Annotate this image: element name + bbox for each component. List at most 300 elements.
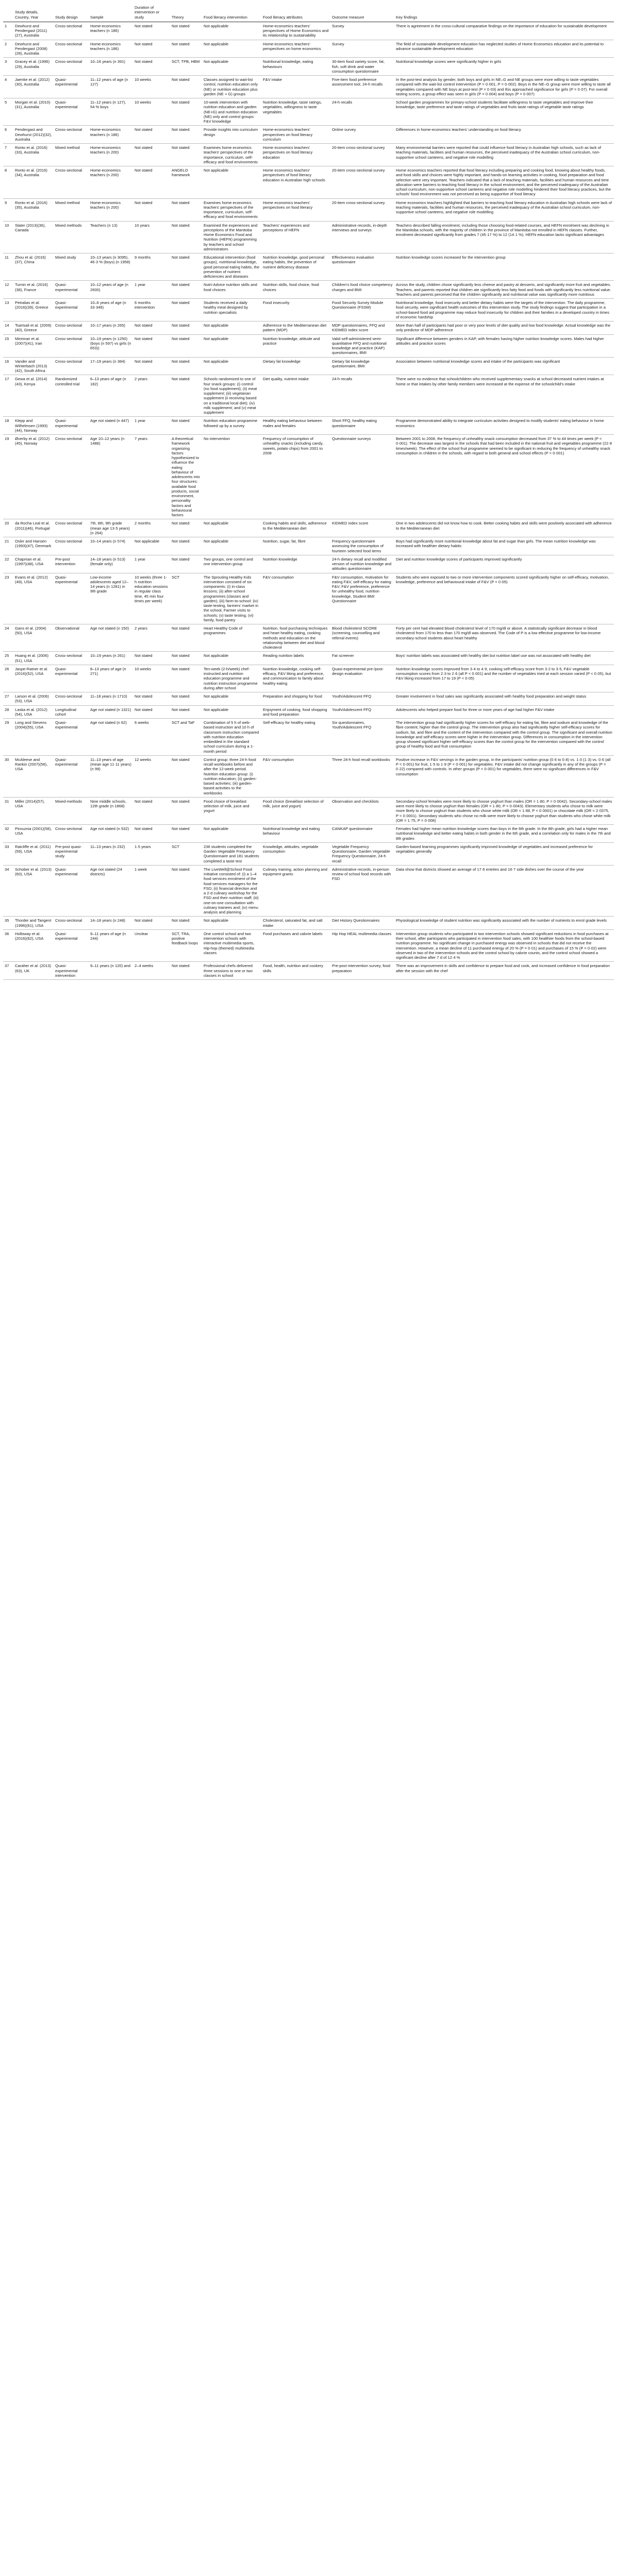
cell-sample: Nine middle schools, 12th grade (n 1868) <box>89 797 133 824</box>
cell-study-details: Chapman et al. (1997)(48), USA <box>13 555 54 573</box>
cell-attributes: Dietary fat knowledge <box>261 357 330 375</box>
table-row <box>3 962 614 980</box>
cell-study-design: Cross-sectional <box>54 22 89 40</box>
cell-intervention: Not applicable <box>202 537 261 555</box>
cell-attributes: Home-economics teachers' perspectives of Home Economics and its relationship to sustainability <box>261 22 330 40</box>
cell-study-design: Quasi-experimental <box>54 665 89 692</box>
cell-key-findings: Nutritional knowledge, food insecurity and better dietary habits were the targets of the intervention. The daily programme, food security, were significant health outcomes of this intervention study. The study findings suggest that participation in a school-based food aid programme may reduce food insecurity for children and their families in a developed country in times of economic hardship <box>394 299 614 321</box>
cell-row-number: 30 <box>3 755 13 797</box>
cell-intervention: Students received a daily healthy meal designed by nutrition specialists <box>202 299 261 321</box>
cell-theory: Not stated <box>170 221 202 253</box>
cell-key-findings: Nutritional knowledge scores were significantly higher in girls <box>394 58 614 76</box>
cell-theory: Not stated <box>170 144 202 166</box>
table-row <box>3 573 614 624</box>
cell-study-details: Gewa et al. (2014)(43), Kenya <box>13 375 54 417</box>
cell-study-details: Jaspe-Ratner et al. (2016)(52), USA <box>13 665 54 692</box>
table-row <box>3 719 614 756</box>
cell-row-number: 35 <box>3 917 13 930</box>
cell-key-findings: Positive increase in F&V servings in the garden group, in the participants' nutrition group (0·6 to 0·8) vs. 1·0 (1·3) vs. 0·6 (all P < 0·001) for fruit, 1·5 to 1·9 (P < 0·001) for vegetables. F&V intake did not change significantly in any of the groups (P = 0·22) compared with controls. In other groups (P < 0·001) for vegetables, there were no significant differences in F&V consumption <box>394 755 614 797</box>
table-row <box>3 865 614 917</box>
cell-attributes: Home economics teachers' perspectives on food literacy <box>261 198 330 221</box>
cell-study-details: Turnin et al. (2016)(38), France <box>13 281 54 299</box>
cell-row-number: 18 <box>3 417 13 435</box>
header-duration: Duration of intervention or study <box>133 4 170 22</box>
table-row <box>3 555 614 573</box>
cell-sample: 11–18 years (n 1710) <box>89 692 133 706</box>
cell-outcome-measure: Observation and checklists <box>330 797 394 824</box>
cell-study-design: Cross-sectional <box>54 519 89 537</box>
cell-study-design: Pre-post intervention <box>54 555 89 573</box>
cell-outcome-measure: Online survey <box>330 126 394 144</box>
cell-study-design: Quasi-experimental <box>54 755 89 797</box>
cell-duration: 6 months intervention <box>133 299 170 321</box>
cell-intervention: Not applicable <box>202 22 261 40</box>
header-theory: Theory <box>170 4 202 22</box>
cell-duration: 2–4 weeks <box>133 962 170 980</box>
cell-outcome-measure: Food Security Survey Module Questionnaire (FSSM) <box>330 299 394 321</box>
header-outcome-measure: Outcome measure <box>330 4 394 22</box>
cell-attributes: Food insecurity <box>261 299 330 321</box>
table-row <box>3 299 614 321</box>
cell-attributes: Enjoyment of cooking, food shopping and food preparation <box>261 705 330 719</box>
cell-study-details: Slater (2013)(36), Canada <box>13 221 54 253</box>
cell-study-details: Tsartsali et al. (2009)(40), Greece <box>13 321 54 335</box>
table-row <box>3 917 614 930</box>
cell-study-details: Schober et al. (2013)(60), USA <box>13 865 54 917</box>
cell-intervention: Nutri-Advice nutrition skills and food choices <box>202 281 261 299</box>
cell-key-findings: Females had higher mean nutrition knowledge scores than boys in the 6th grade. In the 8th grade, girls had a higher mean nutritional knowledge and better eating habits in both gender in the 6th grade, and a correlation only for males in the 7th and 8th grades <box>394 825 614 843</box>
cell-outcome-measure: 24-h recalls <box>330 98 394 126</box>
cell-duration: Not stated <box>133 652 170 665</box>
cell-study-design: Cross-sectional <box>54 58 89 76</box>
cell-outcome-measure: Short FFQ, healthy eating questionnaire <box>330 417 394 435</box>
cell-attributes: Food choice (breakfast selection of milk, juice and yogurt) <box>261 797 330 824</box>
table-row <box>3 435 614 519</box>
cell-intervention: Schools randomized to one of four snack groups: (i) control (no food supplement); (ii) meat supplement; (iii) vegetarian supplement (ii receiving based on a traditional local diet); (iv) milk supplement; and (v) meat supplement <box>202 375 261 417</box>
table-row <box>3 624 614 652</box>
cell-row-number: 26 <box>3 665 13 692</box>
cell-study-details: Pirouznia (2001)(58), USA <box>13 825 54 843</box>
cell-study-details: Laska et al. (2012)(54), USA <box>13 705 54 719</box>
cell-study-design: Mixed study <box>54 253 89 281</box>
cell-intervention: 10-week intervention with nutrition education and garden (NE+G) and nutrition education (NE) only and control groups: F&V knowledge <box>202 98 261 126</box>
cell-theory: Not stated <box>170 321 202 335</box>
cell-duration: Unclear <box>133 929 170 962</box>
cell-outcome-measure: Valid self-administered semi-quantitative FFQ and nutritional knowledge and practice (KAP) questionnaires, BMI <box>330 334 394 357</box>
cell-attributes: F&V consumption <box>261 755 330 797</box>
cell-sample: Home-economics teachers (n 200) <box>89 198 133 221</box>
cell-outcome-measure: 20-item cross-sectional survey <box>330 144 394 166</box>
cell-duration: Not applicable <box>133 537 170 555</box>
cell-study-design: Quasi-experimental <box>54 76 89 98</box>
cell-duration: 10 weeks <box>133 665 170 692</box>
cell-outcome-measure: Three 24-h food recall workbooks <box>330 755 394 797</box>
cell-theory: ANGELO framework <box>170 166 202 199</box>
cell-study-details: McAleese and Rankin (2007)(56), USA <box>13 755 54 797</box>
cell-key-findings: Association between nutritional knowledge scores and intake of the participants was significant <box>394 357 614 375</box>
cell-duration: Not stated <box>133 797 170 824</box>
cell-study-details: Ratcliffe et al. (2011)(59), USA <box>13 842 54 865</box>
cell-study-design: Quasi-experimental <box>54 281 89 299</box>
table-row <box>3 652 614 665</box>
cell-study-design: Pre-post quasi-experimental study <box>54 842 89 865</box>
cell-intervention: Not applicable <box>202 917 261 930</box>
cell-row-number: 7 <box>3 144 13 166</box>
cell-sample: 9–11 years (n 120) and <box>89 962 133 980</box>
cell-row-number: 14 <box>3 321 13 335</box>
cell-outcome-measure: Dietary fat knowledge questionnaire, BMI <box>330 357 394 375</box>
table-row <box>3 357 614 375</box>
cell-outcome-measure: 24-h recalls <box>330 375 394 417</box>
cell-key-findings: Home economics teachers reported that food literacy including preparing and cooking food, knowing about healthy foods, and food skills and choices were highly important, and hands-on learning activities in cooking, food preparation and food selection were very important. Teachers indicated that a lack of teaching materials, facilities and human resources and time allocation were barriers to teaching food literacy in the school environment, and the perceived inadequacy of the Australian school curriculum, non-supportive school canteens and negative role modelling hindered their food literacy practices, but the schools' food environment was not perceived as being supportive of food literacy <box>394 166 614 199</box>
cell-theory: Not stated <box>170 253 202 281</box>
cell-study-design: Cross-sectional <box>54 825 89 843</box>
cell-attributes: F&V intake <box>261 76 330 98</box>
cell-duration: 10 weeks <box>133 98 170 126</box>
cell-theory: Not stated <box>170 76 202 98</box>
cell-study-details: Mirmiran et al. (2007)(41), Iran <box>13 334 54 357</box>
cell-theory: Not stated <box>170 825 202 843</box>
cell-study-design: Cross-sectional <box>54 166 89 199</box>
cell-study-details: Jaenke et al. (2012)(30), Australia <box>13 76 54 98</box>
cell-key-findings: Programme demonstrated ability to integrate curriculum activities designed to modify students' eating behaviour in home economics <box>394 417 614 435</box>
cell-study-details: Ronto et al. (2016)(33), Australia <box>13 144 54 166</box>
table-row <box>3 126 614 144</box>
cell-key-findings: Diet and nutrition knowledge scores of participants improved significantly <box>394 555 614 573</box>
table-row <box>3 705 614 719</box>
table-row <box>3 22 614 40</box>
table-row <box>3 665 614 692</box>
cell-intervention: Not applicable <box>202 652 261 665</box>
header-key-findings: Key findings <box>394 4 614 22</box>
cell-attributes: Teachers' experiences and perceptions of HEFN <box>261 221 330 253</box>
cell-key-findings: Nutrition knowledge scores improved from 3·4 to 4·9, cooking self-efficacy score from 3·2 to 3·5, F&V vegetable consumption scores from 2·3 to 2·6 (all P < 0·001) and the number of vegetables tried at each session varied (P < 0·05), but F&V liking increased from 17 to 19 (P < 0·05) <box>394 665 614 692</box>
cell-duration: Not stated <box>133 126 170 144</box>
cell-theory: Not stated <box>170 537 202 555</box>
cell-outcome-measure: CANKAP questionnaire <box>330 825 394 843</box>
cell-duration: Not stated <box>133 321 170 335</box>
cell-attributes: Self-efficacy for healthy eating <box>261 719 330 756</box>
cell-duration: 12 weeks <box>133 755 170 797</box>
cell-key-findings: There were no evidence that schoolchildren who received supplementary snacks at school decreased nutrient intakes at home or that intakes by other family members were increased at the expense of the schoolchild's intake <box>394 375 614 417</box>
cell-key-findings: Across the study, children chose significantly less cheese and pastry at desserts, and significantly more fruit and vegetables. Teachers, and parents reported that children ate significantly less fatty food and foods with significantly less nutritional value. Teachers and parents perceived that the children significantly and nutritional value was significantly more nutritious <box>394 281 614 299</box>
cell-intervention: Classes assigned to wait-list control, nutrition education only (NE) or nutrition education plus garden (NE + G) groups <box>202 76 261 98</box>
cell-outcome-measure: F&V consumption, motivation for eating F&V, self-efficacy for eating F&V, F&V preference, preference for unhealthy food, nutrition knowledge, Student BMI Questionnaire <box>330 573 394 624</box>
cell-attributes: Nutritional knowledge and eating behaviour <box>261 825 330 843</box>
cell-theory: Not stated <box>170 357 202 375</box>
cell-study-design: Mixed methods <box>54 221 89 253</box>
header-study-design: Study design <box>54 4 89 22</box>
cell-row-number: 1 <box>3 22 13 40</box>
cell-study-details: Gracey et al. (1996)(29), Australia <box>13 58 54 76</box>
cell-duration: 6 weeks <box>133 719 170 756</box>
cell-intervention: Not applicable <box>202 40 261 58</box>
cell-study-design: Cross-sectional <box>54 334 89 357</box>
cell-row-number: 2 <box>3 40 13 58</box>
cell-key-findings: Differences in home-economics teachers' understanding on food literacy <box>394 126 614 144</box>
cell-study-design: Cross-sectional <box>54 537 89 555</box>
cell-outcome-measure: Frequency questionnaire assessing the consumption of fourteen selected food items <box>330 537 394 555</box>
cell-study-details: Huang et al. (2006)(51), USA <box>13 652 54 665</box>
cell-attributes: Home economics teachers' perspectives on food literacy education <box>261 144 330 166</box>
cell-key-findings: Between 2001 to 2008, the frequency of unhealthy snack consumption decreased from 37 % to 44 times per week (P < 0·001). The decrease was largest in the schools that had been included in the national fruit and vegetables programme (22·8 times/week). The effect of the school fruit programme seemed to be significant in reducing the frequency of unhealthy snack consumption in children in the schools, with regard to both general and school effects (P < 0·001) <box>394 435 614 519</box>
cell-duration: Not stated <box>133 144 170 166</box>
cell-intervention: Not applicable <box>202 357 261 375</box>
cell-study-design: Cross-sectional <box>54 40 89 58</box>
cell-study-details: Morgan et al. (2010)(31), Australia <box>13 98 54 126</box>
cell-theory: Not stated <box>170 417 202 435</box>
cell-attributes: Food, health, nutrition and cookery skills <box>261 962 330 980</box>
cell-intervention: Control group: three 24-h food recall workbooks before and after the 12-week period. Nutrition education group: (i) nutrition education; (ii) garden-based activities; (iii) garden-based activities to the workbooks <box>202 755 261 797</box>
cell-study-details: Øverby et al. (2012)(45), Norway <box>13 435 54 519</box>
cell-outcome-measure: MDP questionnaires, FFQ and KIDMED index score <box>330 321 394 335</box>
cell-outcome-measure: Effectiveness evaluation questionnaire <box>330 253 394 281</box>
cell-theory: Not stated <box>170 198 202 221</box>
cell-row-number: 33 <box>3 842 13 865</box>
cell-attributes: Nutrition, food purchasing techniques and heart healthy eating, cooking methods and education on the relationship between diet and blood cholesterol <box>261 624 330 652</box>
cell-duration: Not stated <box>133 58 170 76</box>
cell-theory: Not stated <box>170 126 202 144</box>
cell-row-number: 34 <box>3 865 13 917</box>
cell-theory: Not stated <box>170 299 202 321</box>
cell-intervention: 236 students completed the Garden Vegetable Frequency Questionnaire and 181 students completed a taste test <box>202 842 261 865</box>
cell-attributes: Home economics teachers' perspectives of food literacy education in Australian high schools <box>261 166 330 199</box>
table-header <box>3 4 614 22</box>
cell-attributes: Nutrition knowledge <box>261 555 330 573</box>
cell-theory: SCT <box>170 842 202 865</box>
header-row <box>3 4 614 22</box>
cell-sample: 14–18 years (n 513) (female only) <box>89 555 133 573</box>
cell-intervention: One control school and two intervention schools with interactive multimedia sports, Hip-hop (themed) multimedia classes <box>202 929 261 962</box>
cell-study-details: Ronto et al. (2016)(34), Australia <box>13 166 54 199</box>
cell-duration: 7 years <box>133 435 170 519</box>
cell-theory: Not stated <box>170 22 202 40</box>
cell-sample: 10–16 years (n 391) <box>89 58 133 76</box>
cell-duration: Not stated <box>133 705 170 719</box>
cell-row-number: 29 <box>3 719 13 756</box>
cell-intervention: Examines home economics teachers' perspectives of the importance, curriculum, self-efficacy and food environments <box>202 144 261 166</box>
cell-key-findings: Teachers described falling enrolment, including those choosing food-related courses, and HEFN enrolment was declining in the Manitoba schools, with the majority of children in the province of Manitoba not enrolled in HEFN classes. Further, enrolment decreased significantly from grades 7 (45·17 %) to 12 (14·1 %). HEFN education lacks significant advantages <box>394 221 614 253</box>
cell-study-design: Cross-sectional <box>54 435 89 519</box>
cell-duration: Not stated <box>133 825 170 843</box>
cell-outcome-measure: 20-item cross-sectional survey <box>330 166 394 199</box>
cell-sample: Home-economics teachers (n 200) <box>89 166 133 199</box>
cell-study-details: Gans et al. (2004)(50), USA <box>13 624 54 652</box>
cell-study-details: Dewhurst and Pendergast (2008)(28), Australia <box>13 40 54 58</box>
cell-duration: Not stated <box>133 22 170 40</box>
cell-duration: 2 years <box>133 624 170 652</box>
cell-intervention: Food choice of breakfast selection of milk, juice and yogurt <box>202 797 261 824</box>
cell-outcome-measure: 20-item cross-sectional survey <box>330 198 394 221</box>
cell-intervention: Combination of 5 h of web-based instruction and 10 h of classroom instruction compared with nutrition education embedded in the standard school curriculum during a 1-month period <box>202 719 261 756</box>
cell-study-design: Quasi-experimental <box>54 573 89 624</box>
cell-duration: 1 year <box>133 555 170 573</box>
cell-outcome-measure: Blood cholesterol SCORE (screening, counselling and referral events) <box>330 624 394 652</box>
cell-study-design: Quasi-experimental <box>54 417 89 435</box>
cell-study-details: Long and Stevens (2004)(55), USA <box>13 719 54 756</box>
cell-study-design: Quasi-experimental <box>54 299 89 321</box>
cell-attributes: Nutrition knowledge, taste ratings, vegetables, willingness to taste vegetables <box>261 98 330 126</box>
cell-duration: 10 years <box>133 221 170 253</box>
cell-sample: 8–13 years of age (n 271) <box>89 665 133 692</box>
cell-key-findings: There was an improvement in skills and confidence to prepare food and cook, and increased confidence in food preparation after the session with the chef <box>394 962 614 980</box>
cell-row-number: 27 <box>3 692 13 706</box>
table-row <box>3 755 614 797</box>
cell-row-number: 36 <box>3 929 13 962</box>
cell-key-findings: School garden programmes for primary-school students facilitate willingness to taste vegetables and improve their knowledge, taste preference and taste ratings of vegetables and fruits taste ratings of vegetable taste ratings <box>394 98 614 126</box>
cell-row-number: 37 <box>3 962 13 980</box>
cell-intervention: No intervention <box>202 435 261 519</box>
cell-row-number: 25 <box>3 652 13 665</box>
cell-study-design: Cross-sectional <box>54 652 89 665</box>
cell-theory: Not stated <box>170 334 202 357</box>
cell-key-findings: Intervention group students who participated in two intervention schools showed significant reductions in food purchases at their school, after participants who participated in intervention food sales, with 100 healthier foods from the school-based nutrition programme. No significant change in purchased energy was observed in schools that did not receive the intervention. However, a mean decline of 11 purchased energy of 20 % (P = 0·01) and purchases of 15 % (P = 0·02) were observed in two of the intervention schools and the control school by calorie counts, and the control school showed a significant decline after 7 d of 12·4 % <box>394 929 614 962</box>
cell-sample: 14–18 years (n 248) <box>89 917 133 930</box>
cell-key-findings: Data show that districts showed an average of 17·6 entrées and 16·7 side dishes over the course of the year <box>394 865 614 917</box>
cell-attributes: Frequency of consumption of unhealthy snacks (including candy, sweets, potato chips) from 2001 to 2008 <box>261 435 330 519</box>
cell-outcome-measure: Administrative records, in-person review of school food records with FSD <box>330 865 394 917</box>
cell-row-number: 28 <box>3 705 13 719</box>
cell-study-details: Petralias et al. (2016)(39), Greece <box>13 299 54 321</box>
cell-study-design: Cross-sectional <box>54 692 89 706</box>
cell-theory: Not stated <box>170 917 202 930</box>
studies-table <box>3 4 614 980</box>
cell-sample: 10–6 years of age (n 33·349) <box>89 299 133 321</box>
cell-row-number: 4 <box>3 76 13 98</box>
cell-sample: 10–14 years (n 574) <box>89 537 133 555</box>
table-row <box>3 166 614 199</box>
cell-theory: Not stated <box>170 755 202 797</box>
cell-study-details: Pendergast and Dewhurst (2012)(32), Australia <box>13 126 54 144</box>
cell-study-design: Quasi-experimental <box>54 98 89 126</box>
cell-outcome-measure: Survey <box>330 40 394 58</box>
cell-intervention: Not applicable <box>202 334 261 357</box>
cell-sample: Home-economics teachers (n 200) <box>89 144 133 166</box>
cell-key-findings: One in two adolescents did not know how to cook. Better cooking habits and skills were positively associated with adherence to the Mediterranean diet <box>394 519 614 537</box>
cell-sample: Age not stated (n 532) <box>89 825 133 843</box>
table-row <box>3 221 614 253</box>
cell-study-details: Ronto et al. (2016)(35), Australia <box>13 198 54 221</box>
cell-sample: Age not stated (n 1321) <box>89 705 133 719</box>
cell-duration: 2 months <box>133 519 170 537</box>
cell-duration: Not stated <box>133 917 170 930</box>
cell-row-number: 12 <box>3 281 13 299</box>
table-body <box>3 22 614 979</box>
cell-theory: A theoretical framework organizing factors hypothesized to influence the eating behaviour of adolescents into four structures: available food products, social environment, personality factors and behavioural factors <box>170 435 202 519</box>
cell-intervention: Not applicable <box>202 519 261 537</box>
cell-row-number: 19 <box>3 435 13 519</box>
cell-sample: Teachers (n 13) <box>89 221 133 253</box>
cell-key-findings: Many environmental barriers were reported that could influence food literacy in Australian high schools, such as lack of teaching materials, facilities and human resources, the perceived inadequacy of the Australian school curriculum, non-supportive school canteens, and negative role modelling <box>394 144 614 166</box>
cell-intervention: Not applicable <box>202 825 261 843</box>
cell-intervention: Not applicable <box>202 58 261 76</box>
cell-row-number: 8 <box>3 166 13 199</box>
cell-theory: SCT <box>170 573 202 624</box>
cell-attributes: Home-economics teachers' perspectives on home economics <box>261 40 330 58</box>
cell-study-design: Cross-sectional <box>54 321 89 335</box>
cell-theory: Not stated <box>170 375 202 417</box>
table-row <box>3 375 614 417</box>
cell-key-findings: Physiological knowledge of student nutrition was significantly associated with the number of nutrients to enrol grade levels <box>394 917 614 930</box>
cell-intervention: Examines home economics teachers' perspectives of the importance, curriculum, self-efficacy and food environments <box>202 198 261 221</box>
cell-theory: Not stated <box>170 281 202 299</box>
cell-attributes: Cholesterol, saturated fat, and salt intake <box>261 917 330 930</box>
cell-study-design: Cross-sectional <box>54 126 89 144</box>
cell-outcome-measure: Fat screener <box>330 652 394 665</box>
table-row <box>3 519 614 537</box>
cell-attributes: Food purchases and calorie labels <box>261 929 330 962</box>
cell-key-findings: Students who were exposed to two or more intervention components scored significantly higher on self-efficacy, motivation, knowledge, preference and behavioural intake of F&V (P < 0·05) <box>394 573 614 624</box>
cell-duration: 1 year <box>133 281 170 299</box>
cell-key-findings: More than half of participants had poor or very poor levels of diet quality and low food knowledge. Actual knowledge was the only predictor of MDP adherence <box>394 321 614 335</box>
cell-sample: 11–13 years (n 232) <box>89 842 133 865</box>
cell-sample: Low-income adolescents aged 12–14 years (n 1281) in 9th grade <box>89 573 133 624</box>
cell-duration: 10 weeks (three 1-h nutrition education sessions in regular class time, 45 min four times per week) <box>133 573 170 624</box>
cell-intervention: The Sprouting Healthy Kids intervention consisted of six components: (i) in-class lessons; (ii) after-school programmes (classes and garden); (iii) farm-to-school: (iv) taste-testing, farmers' market in the school, Farmer visits to schools; (v) taste testing; (vi) family, food pantry <box>202 573 261 624</box>
cell-outcome-measure: Vegetable Frequency Questionnaire, Garden Vegetable Frequency Questionnaire, 24-h recall <box>330 842 394 865</box>
cell-sample: Home-economics teachers (n 186) <box>89 40 133 58</box>
table-row <box>3 929 614 962</box>
cell-key-findings: Boys' nutrition labels was associated with healthy diet but nutrition label use was not associated with healthy diet <box>394 652 614 665</box>
cell-study-design: Quasi-experimental <box>54 929 89 962</box>
cell-theory: SCT, TPB, HBM <box>170 58 202 76</box>
cell-sample: Age not stated (n 150) <box>89 624 133 652</box>
table-row <box>3 253 614 281</box>
cell-outcome-measure: Youth/Adolescent FFQ <box>330 705 394 719</box>
cell-intervention: Ten-week (2-h/week) chef-instructed and nutrition education programme and nutrition instruction programme during after-school <box>202 665 261 692</box>
cell-sample: 11–12 years of age (n 127) <box>89 76 133 98</box>
cell-attributes: Adherence to the Mediterranean diet pattern (MDP) <box>261 321 330 335</box>
cell-row-number: 17 <box>3 375 13 417</box>
cell-theory: SCT and TaF <box>170 719 202 756</box>
cell-key-findings: Greater involvement in food sales was significantly associated with healthy food preparation and weight status <box>394 692 614 706</box>
cell-row-number: 20 <box>3 519 13 537</box>
cell-sample: 7th, 8th, 9th grade (mean age 13·5 years) (n 264) <box>89 519 133 537</box>
cell-theory: Not stated <box>170 705 202 719</box>
cell-attributes: Nutrition knowledge, attitude and practice <box>261 334 330 357</box>
cell-attributes: Healthy eating behaviour between males and females <box>261 417 330 435</box>
cell-duration: Not stated <box>133 357 170 375</box>
cell-sample: 10–19 years (n 1250) (boys (n 597) vs girls (n 653)) <box>89 334 133 357</box>
cell-duration: Not stated <box>133 692 170 706</box>
cell-attributes: F&V consumption <box>261 573 330 624</box>
cell-row-number: 6 <box>3 126 13 144</box>
cell-row-number: 32 <box>3 825 13 843</box>
cell-study-design: Quasi-experimental <box>54 719 89 756</box>
cell-theory: Not stated <box>170 652 202 665</box>
header-study-details: Study details, Country, Year <box>13 4 54 22</box>
cell-row-number: 15 <box>3 334 13 357</box>
table-row <box>3 76 614 98</box>
cell-attributes: Nutritional knowledge, eating behaviours <box>261 58 330 76</box>
cell-theory: Not stated <box>170 692 202 706</box>
cell-sample: 6–13 years of age (n 182) <box>89 375 133 417</box>
cell-row-number: 13 <box>3 299 13 321</box>
cell-sample: Age not stated (24 districts) <box>89 865 133 917</box>
table-row <box>3 198 614 221</box>
cell-duration: 10 weeks <box>133 76 170 98</box>
cell-attributes: Nutrition knowledge, cooking self-efficacy, F&V liking and preference, and communication to family about healthy eating <box>261 665 330 692</box>
cell-duration: Not stated <box>133 198 170 221</box>
cell-sample: 11–12 years (n 127), 54 % boys <box>89 98 133 126</box>
table-row <box>3 825 614 843</box>
cell-study-details: da Rocha Leal et al. (2011)(46), Portugal <box>13 519 54 537</box>
cell-intervention: Two groups, one control and one intervention group <box>202 555 261 573</box>
cell-intervention: Not applicable <box>202 705 261 719</box>
cell-outcome-measure: Youth/Adolescent FFQ <box>330 692 394 706</box>
cell-study-design: Mixed method <box>54 198 89 221</box>
cell-duration: Not stated <box>133 40 170 58</box>
